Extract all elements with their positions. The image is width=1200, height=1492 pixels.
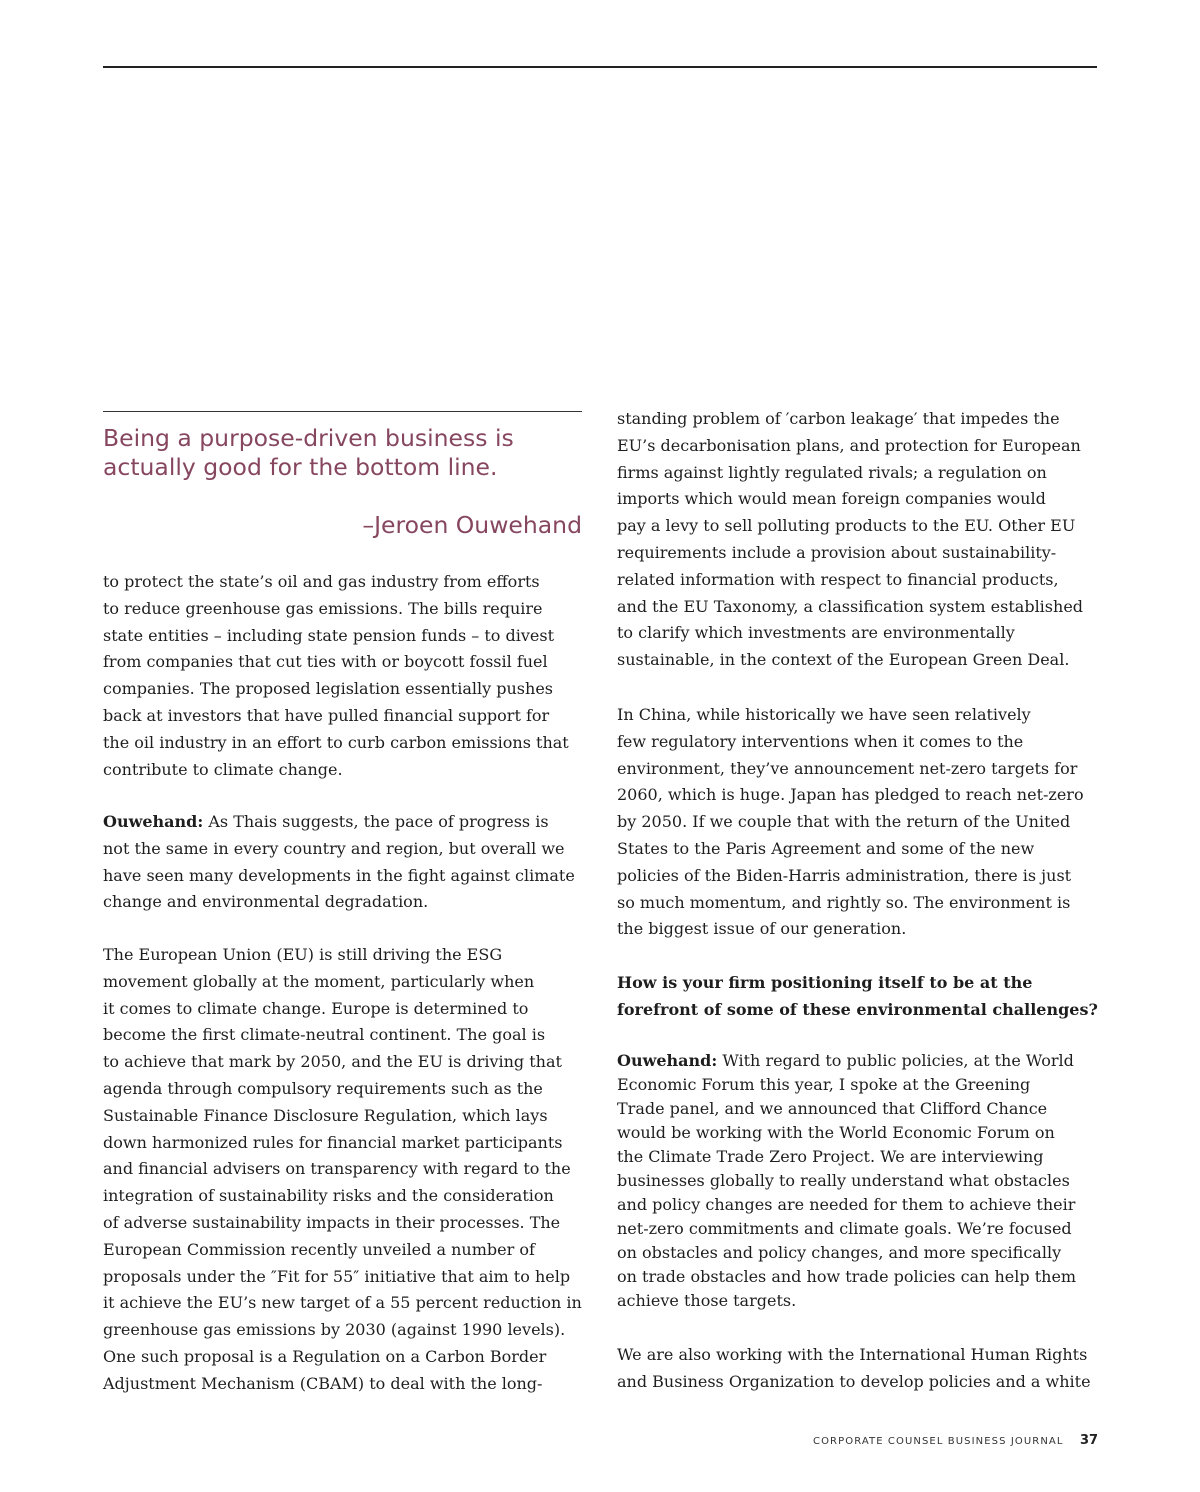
text-line: the Climate Trade Zero Project. We are interviewing bbox=[617, 1147, 1044, 1166]
text-line: sustainable, in the context of the European Green Deal. bbox=[617, 650, 1070, 670]
text-line: How is your firm positioning itself to be at the bbox=[617, 973, 1033, 992]
text-line: change and environmental degradation. bbox=[103, 892, 429, 912]
pullquote-attribution: –Jeroen Ouwehand bbox=[362, 511, 582, 539]
text-line: by 2050. If we couple that with the return of the United bbox=[617, 812, 1071, 832]
text-line: to clarify which investments are environmentally bbox=[617, 623, 1015, 643]
text-line: and financial advisers on transparency with regard to the bbox=[103, 1159, 571, 1179]
text-line: on obstacles and policy changes, and more specifically bbox=[617, 1243, 1062, 1262]
pullquote-line: actually good for the bottom line. bbox=[103, 453, 498, 481]
pullquote-rule bbox=[103, 411, 582, 412]
right-paragraph-3 bbox=[617, 1049, 1076, 1313]
text-line: integration of sustainability risks and the consideration bbox=[103, 1186, 554, 1206]
speaker-label: Ouwehand: bbox=[103, 812, 204, 831]
text-line: Trade panel, and we announced that Clifford Chance bbox=[617, 1099, 1048, 1118]
text-line: pay a levy to sell polluting products to the EU. Other EU bbox=[617, 516, 1076, 536]
right-paragraph-1 bbox=[617, 406, 1083, 674]
text-line bbox=[617, 1049, 1076, 1073]
left-paragraph-2 bbox=[103, 809, 575, 916]
text-line: contribute to climate change. bbox=[103, 759, 343, 779]
text-line: European Commission recently unveiled a number of bbox=[103, 1239, 535, 1259]
text-run: As Thais suggests, the pace of progress is bbox=[203, 812, 549, 831]
text-line: imports which would mean foreign companies would bbox=[617, 489, 1046, 509]
text-line: greenhouse gas emissions by 2030 (against 1990 levels). bbox=[103, 1320, 566, 1340]
text-line: on trade obstacles and how trade policies can help them bbox=[617, 1267, 1077, 1286]
text-line: States to the Paris Agreement and some of the new bbox=[617, 838, 1035, 858]
text-line: In China, while historically we have seen relatively bbox=[617, 705, 1031, 724]
text-line: to reduce greenhouse gas emissions. The bills require bbox=[103, 598, 543, 618]
text-line: of adverse sustainability impacts in their processes. The bbox=[103, 1212, 561, 1232]
text-line bbox=[103, 809, 575, 836]
text-line: and Business Organization to develop policies and a white bbox=[617, 1371, 1091, 1391]
text-line: EU’s decarbonisation plans, and protection for European bbox=[617, 435, 1081, 455]
text-line: and the EU Taxonomy, a classification system established bbox=[617, 596, 1084, 616]
text-line: it comes to climate change. Europe is determined to bbox=[103, 998, 529, 1018]
text-line: movement globally at the moment, particularly when bbox=[103, 971, 535, 991]
text-line: to protect the state’s oil and gas industry from efforts bbox=[103, 572, 540, 591]
text-line: and policy changes are needed for them to achieve their bbox=[617, 1195, 1076, 1214]
interview-question bbox=[617, 970, 1098, 1024]
left-paragraph-3 bbox=[103, 942, 582, 1398]
speaker-label: Ouwehand: bbox=[617, 1051, 718, 1070]
text-line: forefront of some of these environmental challenges? bbox=[617, 999, 1098, 1019]
text-line: the biggest issue of our generation. bbox=[617, 919, 907, 939]
text-line: standing problem of ′carbon leakage′ that impedes the bbox=[617, 409, 1060, 428]
text-line: would be working with the World Economic Forum on bbox=[617, 1123, 1055, 1142]
text-line: policies of the Biden-Harris administration, there is just bbox=[617, 865, 1072, 885]
text-line: environment, they’ve announcement net-zero targets for bbox=[617, 758, 1078, 778]
text-line: have seen many developments in the fight against climate bbox=[103, 865, 575, 885]
text-line: companies. The proposed legislation essentially pushes bbox=[103, 679, 553, 699]
text-line: the oil industry in an effort to curb carbon emissions that bbox=[103, 732, 569, 752]
text-line: Adjustment Mechanism (CBAM) to deal with the long- bbox=[103, 1373, 543, 1393]
text-line: Economic Forum this year, I spoke at the Greening bbox=[617, 1075, 1031, 1094]
text-line: back at investors that have pulled financial support for bbox=[103, 705, 550, 725]
pullquote bbox=[103, 424, 585, 482]
text-line: down harmonized rules for financial market participants bbox=[103, 1132, 563, 1152]
text-line: so much momentum, and rightly so. The environment is bbox=[617, 892, 1071, 912]
text-line: We are also working with the International Human Rights bbox=[617, 1345, 1088, 1364]
text-line: The European Union (EU) is still driving the ESG bbox=[103, 945, 503, 964]
page-number: 37 bbox=[1080, 1433, 1099, 1448]
text-line: requirements include a provision about sustainability- bbox=[617, 542, 1057, 562]
text-line: from companies that cut ties with or boycott fossil fuel bbox=[103, 652, 548, 672]
text-line: to achieve that mark by 2050, and the EU is driving that bbox=[103, 1052, 562, 1072]
text-line: few regulatory interventions when it comes to the bbox=[617, 731, 1024, 751]
text-line: Sustainable Finance Disclosure Regulation, which lays bbox=[103, 1105, 548, 1125]
top-rule bbox=[103, 66, 1097, 68]
text-run: With regard to public policies, at the World bbox=[717, 1051, 1074, 1070]
text-line: net-zero commitments and climate goals. We’re focused bbox=[617, 1219, 1072, 1238]
text-line: firms against lightly regulated rivals; a regulation on bbox=[617, 462, 1047, 482]
text-line: state entities – including state pension funds – to divest bbox=[103, 625, 555, 645]
text-line: businesses globally to really understand what obstacles bbox=[617, 1171, 1070, 1190]
text-line: proposals under the ″Fit for 55″ initiative that aim to help bbox=[103, 1266, 571, 1286]
right-paragraph-2 bbox=[617, 702, 1084, 943]
text-line: it achieve the EU’s new target of a 55 percent reduction in bbox=[103, 1293, 582, 1313]
text-line: not the same in every country and region, but overall we bbox=[103, 838, 565, 858]
text-line: 2060, which is huge. Japan has pledged to reach net-zero bbox=[617, 785, 1084, 805]
text-line: achieve those targets. bbox=[617, 1291, 797, 1310]
footer-journal-title: CORPORATE COUNSEL BUSINESS JOURNAL bbox=[813, 1436, 1064, 1447]
text-line: become the first climate-neutral continent. The goal is bbox=[103, 1025, 546, 1045]
right-paragraph-4 bbox=[617, 1342, 1091, 1396]
text-line: agenda through compulsory requirements such as the bbox=[103, 1078, 543, 1098]
left-paragraph-1 bbox=[103, 569, 569, 783]
pullquote-line: Being a purpose-driven business is bbox=[103, 424, 514, 452]
text-line: related information with respect to financial products, bbox=[617, 569, 1059, 589]
text-line: One such proposal is a Regulation on a Carbon Border bbox=[103, 1346, 547, 1366]
